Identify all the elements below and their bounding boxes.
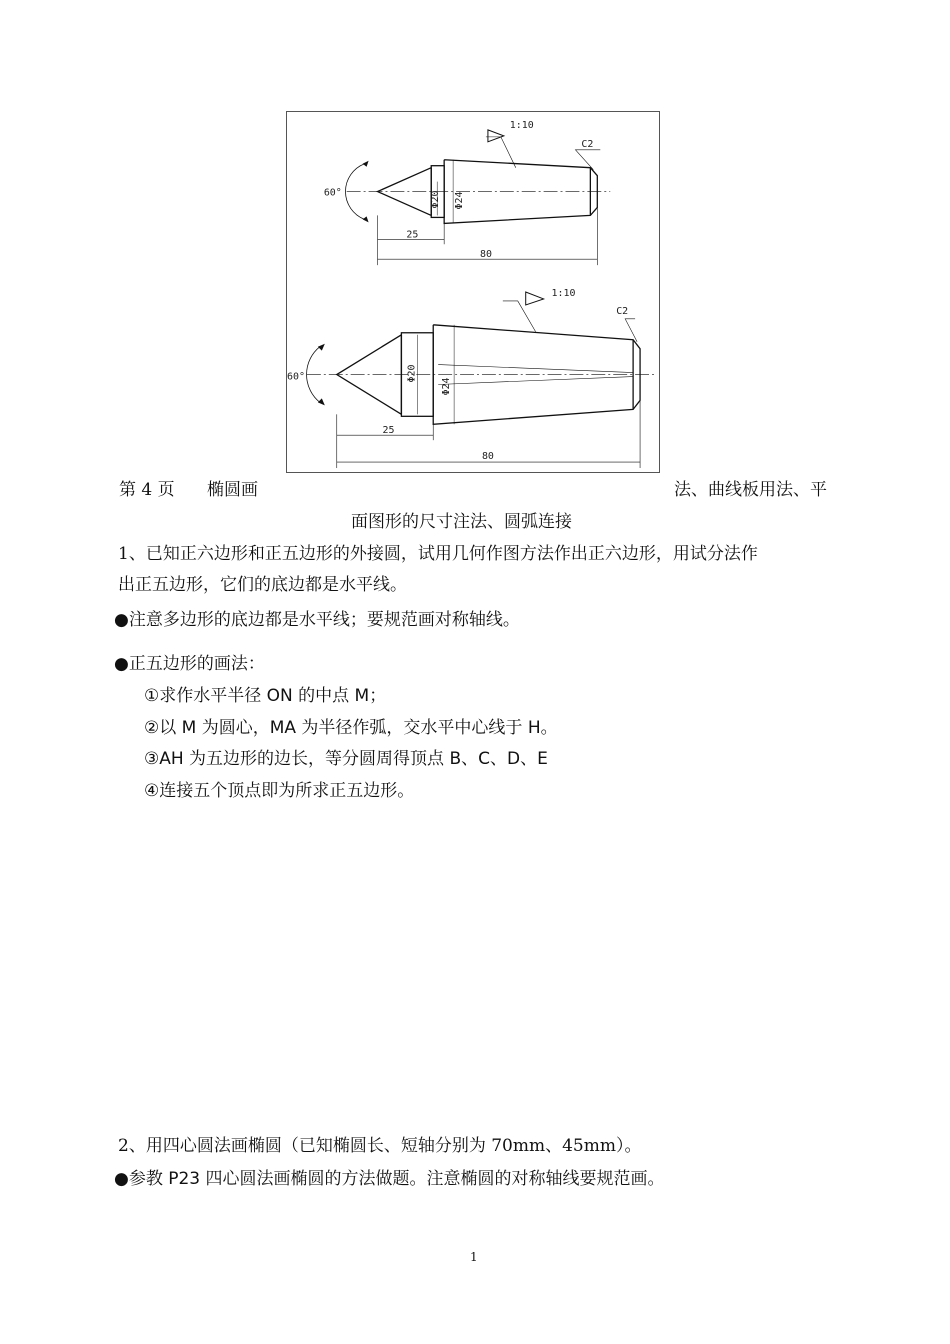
top-chamfer-label: C2 [581, 138, 594, 150]
q1-line2: 出正五边形，它们的底边都是水平线。 [118, 575, 407, 595]
bottom-taper-label: 1:10 [551, 287, 576, 299]
top-dia-small-label: Φ20 [430, 190, 442, 209]
pentagon-title: ●正五边形的画法： [114, 654, 265, 674]
q2-text: 2、用四心圆法画椭圆（已知椭圆长、短轴分别为 70mm、45mm）。 [118, 1136, 642, 1156]
bottom-chamfer-label: C2 [616, 305, 629, 317]
bottom-len-tip-label: 25 [382, 425, 395, 437]
pentagon-step-2: ②以 M 为圆心，MA 为半径作弧，交水平中心线于 H。 [144, 718, 558, 738]
note2: ●参教 P23 四心圆法画椭圆的方法做题。注意椭圆的对称轴线要规范画。 [114, 1169, 665, 1189]
bottom-angle-label: 60° [287, 371, 305, 383]
bottom-len-total-label: 80 [481, 451, 494, 463]
q1-line1: 1、已知正六边形和正五边形的外接圆，试用几何作图方法作出正六边形，用试分法作 [118, 544, 758, 564]
top-taper-label: 1:10 [509, 119, 534, 131]
bottom-drawing [307, 292, 657, 468]
page-number: 1 [470, 1250, 478, 1264]
drawing-svg [287, 112, 659, 472]
top-drawing [345, 130, 610, 265]
heading-line2: 面图形的尺寸注法、圆弧连接 [351, 512, 572, 532]
top-len-total-label: 80 [479, 249, 492, 261]
top-angle-label: 60° [323, 187, 342, 199]
top-len-tip-label: 25 [406, 229, 419, 241]
pentagon-step-1: ①求作水平半径 ON 的中点 M； [144, 686, 387, 706]
top-dia-large-label: Φ24 [454, 191, 466, 210]
technical-drawing-figure [286, 111, 660, 473]
bottom-dia-small-label: Φ20 [406, 364, 418, 383]
pentagon-step-4: ④连接五个顶点即为所求正五边形。 [144, 781, 415, 801]
pentagon-step-3: ③AH 为五边形的边长，等分圆周得顶点 B、C、D、E [144, 749, 548, 769]
note1: ●注意多边形的底边都是水平线；要规范画对称轴线。 [114, 610, 520, 630]
heading-left-text: 椭圆画 [207, 480, 258, 500]
page-label: 第 4 页 [119, 480, 175, 500]
bottom-dia-large-label: Φ24 [441, 377, 453, 396]
heading-right-text: 法、曲线板用法、平 [674, 480, 827, 500]
